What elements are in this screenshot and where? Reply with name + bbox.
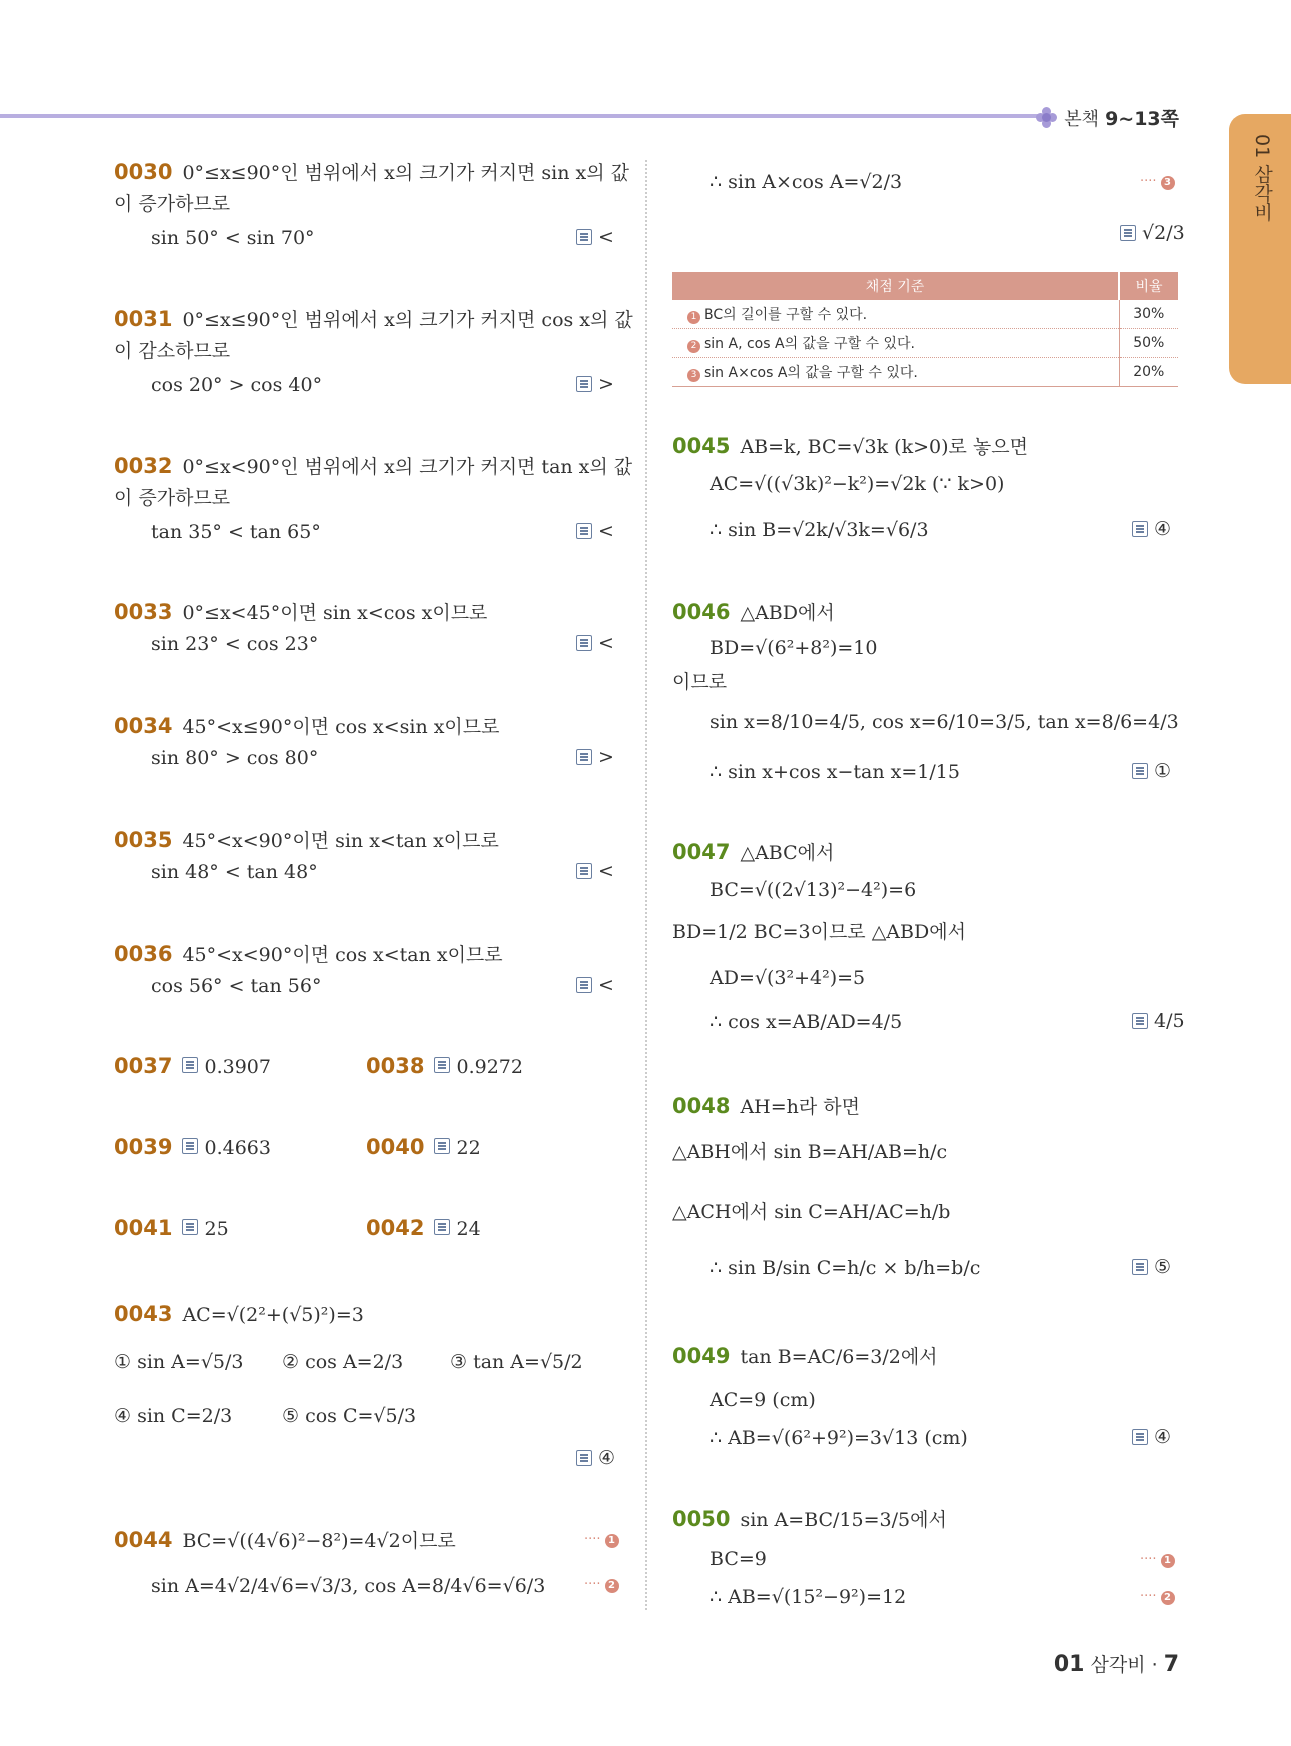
inequality: sin 23° < cos 23° bbox=[151, 633, 319, 655]
problem-0049: 0049 tan B=AC/6=3/2에서 bbox=[672, 1344, 938, 1368]
inequality: cos 56° < tan 56° bbox=[151, 975, 322, 997]
step-marker-1: ···· 1 bbox=[584, 1532, 619, 1548]
answer-icon bbox=[1132, 1013, 1148, 1029]
problem-0047: 0047 △ABC에서 bbox=[672, 840, 835, 864]
option-4: ④ sin C=2/3 bbox=[114, 1405, 233, 1427]
solution-line: AC=√((√3k)²−k²)=√2k (∵ k>0) bbox=[710, 473, 1005, 495]
answer-icon bbox=[182, 1219, 198, 1235]
inequality: tan 35° < tan 65° bbox=[151, 521, 321, 543]
answer-icon bbox=[1120, 225, 1136, 241]
solution-line: △ACH에서 sin C=AH/AC=h/b bbox=[672, 1201, 951, 1223]
answer-icon bbox=[576, 635, 592, 651]
solution-line: ∴ sin B=√2k/√3k=√6/3 bbox=[710, 519, 929, 541]
problem-text: 이 증가하므로 bbox=[114, 487, 231, 509]
step-marker-3: ···· 3 bbox=[1140, 174, 1175, 190]
answer-icon bbox=[576, 749, 592, 765]
solution-line: ∴ AB=√(6²+9²)=3√13 (cm) bbox=[710, 1427, 968, 1449]
problem-0039: 0039 0.4663 bbox=[114, 1135, 271, 1159]
scoring-table: 채점 기준 비율 1 BC의 길이를 구할 수 있다. 30% 2 sin A, cos A의 값을 구할 수 있다. 50% 3 sin A×cos A의 값을 구할 수 있다. 20% bbox=[672, 272, 1178, 387]
answer-0036: < bbox=[576, 974, 614, 996]
problem-0041: 0041 25 bbox=[114, 1216, 229, 1240]
option-1: ① sin A=√5/3 bbox=[114, 1351, 244, 1373]
solution-line: BC=√((2√13)²−4²)=6 bbox=[710, 879, 917, 901]
problem-0044-line2: sin A=4√2/4√6=√3/3, cos A=8/4√6=√6/3 bbox=[151, 1575, 546, 1597]
problem-0044-line3: ∴ sin A×cos A=√2/3 bbox=[710, 171, 903, 193]
problem-0038: 0038 0.9272 bbox=[366, 1054, 523, 1078]
table-row: 2 sin A, cos A의 값을 구할 수 있다. 50% bbox=[672, 329, 1178, 358]
answer-icon bbox=[576, 863, 592, 879]
problem-0033: 0033 0°≤x<45°이면 sin x<cos x이므로 bbox=[114, 600, 488, 624]
problem-0032: 0032 0°≤x<90°인 범위에서 x의 크기가 커지면 tan x의 값 bbox=[114, 454, 633, 478]
step-marker-2: ···· 2 bbox=[1140, 1589, 1175, 1605]
solution-line: ∴ sin B/sin C=h/c × b/h=b/c bbox=[710, 1257, 981, 1279]
solution-line: ∴ cos x=AB/AD=4/5 bbox=[710, 1011, 903, 1033]
problem-0037: 0037 0.3907 bbox=[114, 1054, 271, 1078]
answer-icon bbox=[182, 1057, 198, 1073]
chapter-tab[interactable]: 01 삼각비 bbox=[1229, 114, 1291, 384]
problem-0034: 0034 45°<x≤90°이면 cos x<sin x이므로 bbox=[114, 714, 500, 738]
answer-0035: < bbox=[576, 860, 614, 882]
answer-icon bbox=[576, 229, 592, 245]
option-3: ③ tan A=√5/2 bbox=[450, 1351, 583, 1373]
inequality: sin 80° > cos 80° bbox=[151, 747, 319, 769]
problem-0035: 0035 45°<x<90°이면 sin x<tan x이므로 bbox=[114, 828, 499, 852]
problem-0040: 0040 22 bbox=[366, 1135, 481, 1159]
answer-icon bbox=[434, 1219, 450, 1235]
answer-0033: < bbox=[576, 632, 614, 654]
page-reference: 본책 9~13쪽 bbox=[1036, 104, 1179, 131]
answer-0030: < bbox=[576, 226, 614, 248]
answer-icon bbox=[1132, 521, 1148, 537]
inequality: sin 48° < tan 48° bbox=[151, 861, 318, 883]
inequality: sin 50° < sin 70° bbox=[151, 227, 315, 249]
problem-0050: 0050 sin A=BC/15=3/5에서 bbox=[672, 1507, 947, 1531]
problem-0043: 0043 AC=√(2²+(√5)²)=3 bbox=[114, 1302, 364, 1326]
inequality: cos 20° > cos 40° bbox=[151, 374, 323, 396]
problem-0030: 0030 0°≤x≤90°인 범위에서 x의 크기가 커지면 sin x의 값 bbox=[114, 160, 630, 184]
solution-line: sin x=8/10=4/5, cos x=6/10=3/5, tan x=8/6=4/3 bbox=[710, 711, 1179, 733]
solution-line: BD=√(6²+8²)=10 bbox=[710, 637, 878, 659]
solution-line: 이므로 bbox=[672, 671, 728, 693]
answer-0034: > bbox=[576, 746, 614, 768]
answer-icon bbox=[182, 1138, 198, 1154]
option-5: ⑤ cos C=√5/3 bbox=[282, 1405, 417, 1427]
header-rule bbox=[0, 114, 1040, 118]
table-row: 1 BC의 길이를 구할 수 있다. 30% bbox=[672, 300, 1178, 329]
answer-0032: < bbox=[576, 520, 614, 542]
answer-icon bbox=[1132, 763, 1148, 779]
solution-line: ∴ sin x+cos x−tan x=1/15 bbox=[710, 761, 960, 783]
answer-icon bbox=[576, 376, 592, 392]
answer-0045: ④ bbox=[1132, 518, 1171, 540]
column-divider bbox=[645, 160, 647, 1610]
problem-0048: 0048 AH=h라 하면 bbox=[672, 1094, 861, 1118]
solution-line: BC=9 bbox=[710, 1548, 767, 1570]
answer-icon bbox=[1132, 1259, 1148, 1275]
answer-0043: ④ bbox=[576, 1447, 615, 1469]
answer-0046: ① bbox=[1132, 760, 1171, 782]
flower-icon bbox=[1036, 107, 1058, 129]
answer-0044: √2/3 bbox=[1120, 222, 1185, 244]
problem-0045: 0045 AB=k, BC=√3k (k>0)로 놓으면 bbox=[672, 434, 1028, 458]
solution-line: AC=9 (cm) bbox=[710, 1389, 816, 1411]
solution-line: ∴ AB=√(15²−9²)=12 bbox=[710, 1586, 907, 1608]
answer-icon bbox=[1132, 1429, 1148, 1445]
answer-0047: 4/5 bbox=[1132, 1010, 1185, 1032]
step-marker-1: ···· 1 bbox=[1140, 1552, 1175, 1568]
problem-0036: 0036 45°<x<90°이면 cos x<tan x이므로 bbox=[114, 942, 503, 966]
option-2: ② cos A=2/3 bbox=[282, 1351, 404, 1373]
problem-0031: 0031 0°≤x≤90°인 범위에서 x의 크기가 커지면 cos x의 값 bbox=[114, 307, 633, 331]
answer-icon bbox=[434, 1057, 450, 1073]
answer-icon bbox=[576, 523, 592, 539]
answer-icon bbox=[576, 977, 592, 993]
page-footer: 01 삼각비 · 7 bbox=[1053, 1652, 1179, 1677]
problem-0044: 0044 BC=√((4√6)²−8²)=4√2이므로 bbox=[114, 1528, 456, 1552]
solution-line: BD=1/2 BC=3이므로 △ABD에서 bbox=[672, 921, 966, 943]
solution-line: △ABH에서 sin B=AH/AB=h/c bbox=[672, 1141, 948, 1163]
answer-icon bbox=[576, 1450, 592, 1466]
problem-text: 이 감소하므로 bbox=[114, 340, 231, 362]
step-marker-2: ···· 2 bbox=[584, 1577, 619, 1593]
answer-0048: ⑤ bbox=[1132, 1256, 1171, 1278]
solution-line: AD=√(3²+4²)=5 bbox=[710, 967, 866, 989]
answer-icon bbox=[434, 1138, 450, 1154]
problem-0042: 0042 24 bbox=[366, 1216, 481, 1240]
answer-0049: ④ bbox=[1132, 1426, 1171, 1448]
problem-text: 이 증가하므로 bbox=[114, 193, 231, 215]
problem-0046: 0046 △ABD에서 bbox=[672, 600, 835, 624]
table-row: 3 sin A×cos A의 값을 구할 수 있다. 20% bbox=[672, 358, 1178, 387]
answer-0031: > bbox=[576, 373, 614, 395]
